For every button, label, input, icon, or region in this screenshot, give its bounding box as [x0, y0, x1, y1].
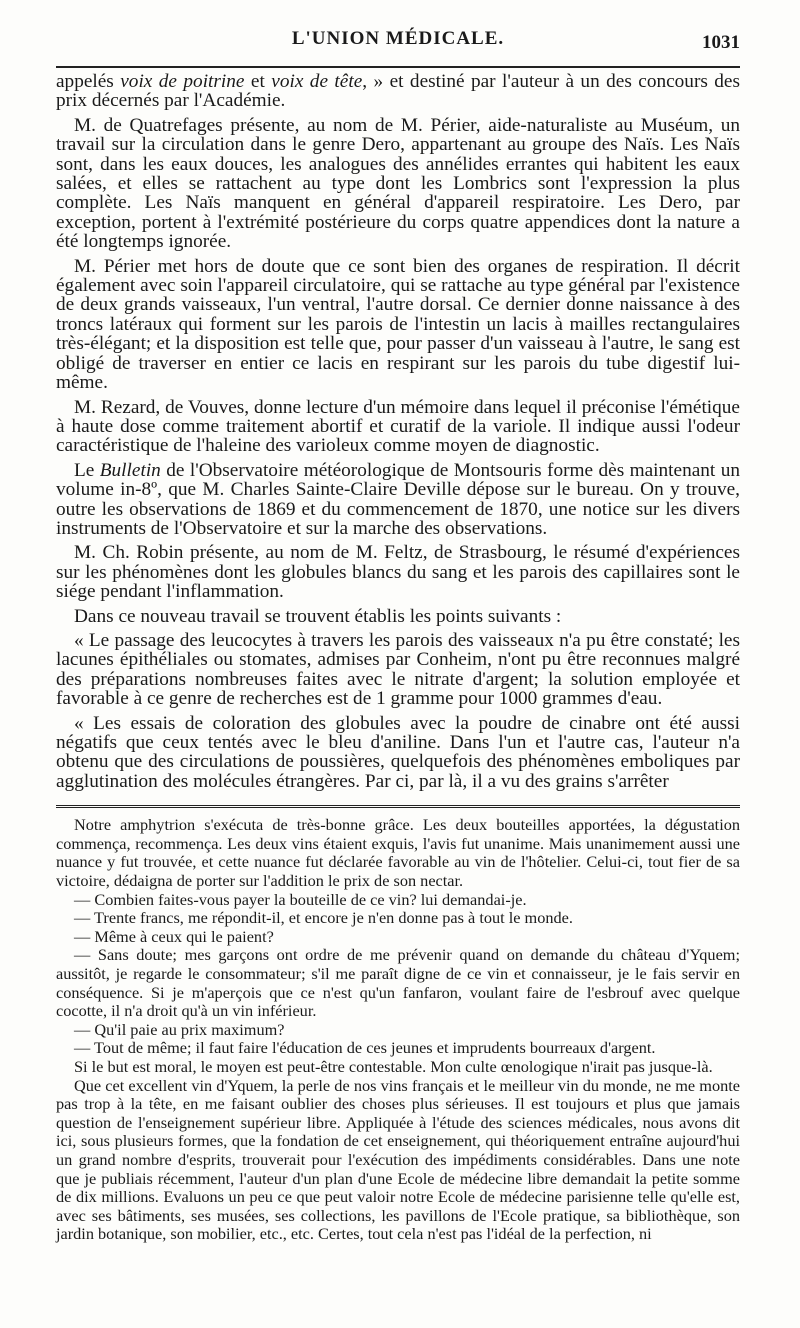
paragraph-bulletin [56, 461, 740, 539]
paragraph-coloration: « Les essais de coloration des globules avec la poudre de cinabre ont été aussi négatifs que ceux tentés avec le bleu d'aniline. Dans l'un et l'autre cas, l'auteur n'a obtenu que des circulations de poussières, quelquefois des phénomènes emboliques par agglutination des molécules étrangères. Par ci, par là, il a vu des grains s'arrêter [56, 712, 740, 792]
feuilleton-paragraph: — Tout de même; il faut faire l'éducation de ces jeunes et imprudents bourreaux d'argent. [74, 1038, 656, 1058]
feuilleton-paragraph: Si le but est moral, le moyen est peut-être contestable. Mon culte œnologique n'irait pas jusque-là. [74, 1056, 713, 1076]
feuilleton-paragraph: — Trente francs, me répondit-il, et encore je n'en donne pas à tout le monde. [74, 908, 573, 928]
running-header [56, 22, 740, 54]
journal-title: L'UNION MÉDICALE. [291, 28, 505, 49]
text-run: et [244, 71, 272, 92]
paragraph-rezard: M. Rezard, de Vouves, donne lecture d'un mémoire dans lequel il préconise l'émétique à haute dose comme traitement abortif et curatif de la variole. Il indique aussi l'odeur caractéristique de l'haleine des varioleux comme moyen de diagnostic. [56, 396, 740, 457]
journal-page [56, 22, 740, 1312]
feuilleton-paragraph: Notre amphytrion s'exécuta de très-bonne grâce. Les deux bouteilles apportées, la dégustation commença, recommença. Les deux vins étaient exquis, l'avis fut unanime. Mais unanimement aussi une nuance y fut trouvée, et cette nuance fut déclarée favorable au vin de l'hôtelier. Celui-ci, tout fier de sa victoire, dédaigna de porter sur l'addition le prix de son nectar. [56, 815, 740, 890]
main-column [56, 72, 740, 791]
text-run: , » et destiné par l'auteur à un des concours des prix décernés par l'Académie. [56, 71, 740, 112]
italic-run: voix de tête [271, 71, 363, 92]
feuilleton-paragraph: Que cet excellent vin d'Yquem, la perle de nos vins français et le meilleur vin du monde, ne me monte pas trop à la tête, en me faisant oublier des choses plus sérieuses. Il est toujours et plus que jamais question de l'enseignement supérieur libre. Appliquée à l'étude des sciences médicales, nous avons dit ici, sous plusieurs formes, que la fondation de cet enseignement, qui théoriquement entraîne aujourd'hui un grand nombre d'esprits, trouverait pour l'exécution des impédiments considérables. Dans une note que je publiais récemment, l'auteur d'un plan d'une Ecole de médecine libre demandait la petite somme de dix millions. Evaluons un peu ce que peut valoir notre Ecole de médecine parisienne telle qu'elle est, avec ses bâtiments, ses musées, ses collections, les pavillons de l'Ecole pratique, sa bibliothèque, son jardin botanique, son mobilier, etc., etc. Certes, tout cela n'est pas l'idéal de la perfection, ni [56, 1075, 740, 1244]
italic-run: Bulletin [99, 459, 161, 481]
paragraph-voix [56, 72, 740, 111]
italic-run: voix de poitrine [120, 71, 245, 92]
feuilleton-paragraph: — Même à ceux qui le paient? [74, 926, 274, 946]
paragraph-leucocytes: « Le passage des leucocytes à travers les parois des vaisseaux n'a pu être constaté; les lacunes épithéliales ou stomates, admises par Conheim, n'ont pu être reconnues malgré des préparations nombreuses faites avec le nitrate d'argent; la solution employée et favorable à ce genre de recherches est de 1 gramme pour 1000 grammes d'eau. [56, 629, 740, 710]
feuilleton-separator [56, 805, 740, 808]
paragraph-robin: M. Ch. Robin présente, au nom de M. Feltz, de Strasbourg, le résumé d'expériences sur les phénomènes dont les globules blancs du sang et les parois des capillaires sont le siége pendant l'inflammation. [56, 542, 740, 603]
header-rule [56, 66, 740, 68]
feuilleton-paragraph: — Combien faites-vous payer la bouteille de ce vin? lui demandai-je. [74, 889, 527, 909]
feuilleton-column [56, 816, 740, 1244]
paragraph-quatrefages: M. de Quatrefages présente, au nom de M. Périer, aide-naturaliste au Muséum, un travail sur la circulation dans le genre Dero, appartenant au groupe des Naïs. Les Naïs sont, dans les eaux douces, les analogues des annélides errantes qui habitent les eaux salées, et elles se rattachent au type dont les Lombrics sont l'expression la plus complète. Les Naïs manquent en général d'appareil respiratoire. Les Dero, par exception, portent à l'extrémité postérieure du corps quatre appendices dont la nature a été longtemps ignorée. [56, 114, 740, 253]
paragraph-points: Dans ce nouveau travail se trouvent établis les points suivants : [74, 605, 562, 627]
page-number: 1031 [702, 32, 740, 53]
paragraph-perier: M. Périer met hors de doute que ce sont bien des organes de respiration. Il décrit également avec soin l'appareil circulatoire, qui se rattache au type général par l'existence de deux grands vaisseaux, l'un ventral, l'autre dorsal. Ce dernier donne naissance à des troncs latéraux qui forment sur les parois de l'intestin un lacis à mailles rectangulaires très-élégant; et la disposition est telle que, pour passer d'un vaisseau à l'autre, le sang est obligé de traverser en entier ce lacis en respirant sur les parois du tube digestif lui-même. [56, 255, 740, 394]
feuilleton-paragraph: — Sans doute; mes garçons ont ordre de me prévenir quand on demande du château d'Yquem; aussitôt, je regarde le consommateur; s'il me paraît digne de ce vin et connaisseur, je le fais servir en conséquence. Si je m'aperçois que ce n'est qu'un fanfaron, voulant faire de l'esbrouf avec quelque cocotte, il n'a droit qu'à un vin inférieur. [56, 945, 740, 1021]
text-run: de l'Observatoire météorologique de Montsouris forme dès maintenant un volume in-8º, que M. Charles Sainte-Claire Deville dépose sur le bureau. On y trouve, outre les observations de 1869 et du commencement de 1870, une notice sur les divers instruments de l'Observatoire et sur la marche des observations. [56, 459, 740, 539]
text-run: Le [74, 459, 100, 481]
text-run: appelés [56, 71, 121, 92]
feuilleton-paragraph: — Qu'il paie au prix maximum? [74, 1019, 285, 1039]
